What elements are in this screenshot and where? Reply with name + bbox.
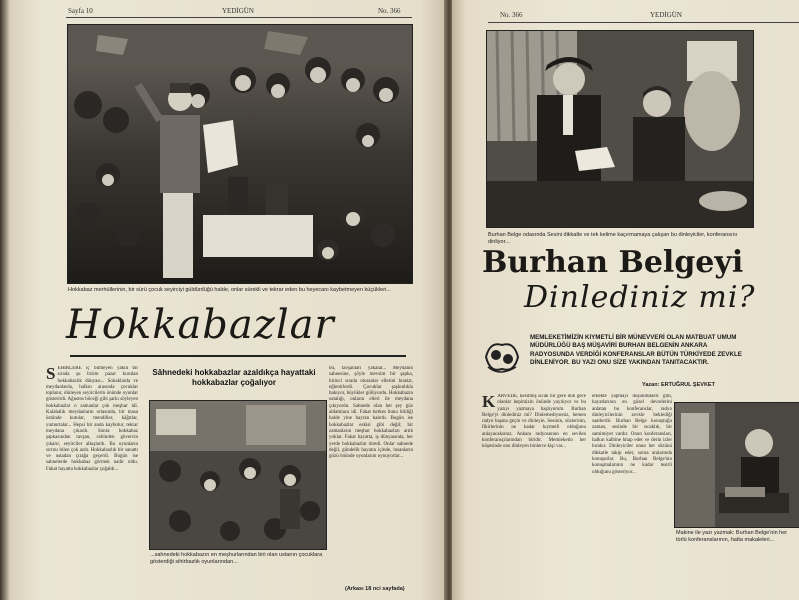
right-article-column-1	[482, 394, 586, 596]
right-article-column-2	[592, 394, 672, 596]
typewriter-photo	[674, 402, 799, 528]
magazine-name-right: YEDİGÜN	[650, 11, 682, 19]
page-number-left: Sayfa 10	[68, 7, 93, 15]
page-number-right: No. 366	[500, 11, 523, 19]
burhan-belge-studio-photo	[486, 30, 754, 228]
article-title-line-1: Burhan Belgeyi	[482, 245, 744, 280]
title-underline	[70, 355, 406, 357]
top-photo-caption: Hokkabaz merhüllerinin, bir sürü çocuk seyirciyi güldürdüğü halde, onlar sürekli ve tekrar eden bu heyecanı kaybetmeyen küçükleri...	[68, 287, 391, 293]
right-column-2-text: erkekte yapmayı düşündükleri gibi, hayatlarının en güzel devrelerini anlatan bu konferanslar, radyo dinleyicilerinin zevkle beklediği saatlerdir. Burhan Belge konuştuğu zaman, sesinde bir sıcaklık, bir samimiyet vardır. Onun konferansları, halkın kalbine hitap eder ve derin izler bırakır. Dinleyiciler onun her sözünü dikkatle takip eder, sonra aralarında konuşurlar. Bu, Burhan Belge'nin konuşmalarının ne kadar tesirli olduğunu gösteriyor...	[592, 394, 672, 475]
article-title-hokkabazlar: Hokkabazlar	[66, 302, 335, 348]
dropcap-s: S	[46, 366, 56, 383]
column-2-text: bu, tavşanları yakalar... Meydanın sahnesine, şöyle mevsim bir şapka, birinci sırada oturanlar ellerini bırakır, eğlenirlerdi. Çocuklar şaşkınlıkla bakıyor, büyükler gülüyordu. Hokkabazın ustalığı, onların elleri ile meydana çıkıyordu. Sahnede olan her şey göz aldatmaca idi. Fakat herkes bunu bildiği halde yine hayran kalırdı. Bugün ise hokkabazlar eskisi gibi değil; bir zamanların meşhur hokkabazları artık yoklar. Fakat hayatta, iş dünyasında, her yerde hokkabazlar türedi. Onlar sahnede değil, gündelik hayatın içinde, insanların gözü önünde oyunlarını oynuyorlar...	[329, 366, 413, 460]
article-subheading: Sâhnedeki hokkabazlar azaldıkça hayattaki hokkabazlar çoğalıyor	[152, 368, 316, 387]
stage-magician-photo	[149, 400, 327, 550]
magazine-name-left: YEDİGÜN	[222, 7, 254, 15]
inset-photo-caption: ...sahnedeki hokkabazın en meşhurlarından biri olan ustanın çocuklara gösterdiği sihirbazlık oyunlarından...	[150, 552, 323, 565]
right-page	[452, 0, 799, 600]
studio-photo-caption: Burhan Belge odasında Sesini dikkatle ve tek kelime kaçırmamaya çalışan bu dinleyiciler, konferansını dinliyor...	[488, 232, 738, 245]
continued-note: (Arkası 18 nci sayfada)	[345, 586, 405, 592]
article-lead: MEMLEKETİMİZİN KIYMETLİ BİR MÜNEVVERİ OLAN MATBUAT UMUM MÜDÜRLÜĞÜ BAŞ MÜŞAVİRİ BURHAN BELGENİN ANKARA RADYOSUNDA VERDİĞİ KONFERANSLAR BÜTÜN TÜRKİYEDE ZEVKLE DİNLENİYOR. BU YAZI ONU SİZE YAKINDAN TANITACAKTIR.	[530, 334, 742, 367]
header-rule-right	[488, 22, 799, 23]
article-byline: Yazan: ERTUĞRUL ŞEVKET	[642, 382, 715, 388]
issue-number-left: No. 366	[378, 7, 401, 15]
article-title-line-2: Dinlediniz mi?	[524, 280, 756, 315]
left-article-column-2	[329, 366, 413, 588]
dropcap-k: K	[482, 394, 496, 411]
typewriter-photo-caption: Makine ile yazı yazmak: Burhan Belge'nin her türlü konferanslarının, hatta makaleleri...	[676, 530, 788, 543]
header-rule-left	[66, 17, 412, 18]
magician-crowd-photo	[67, 24, 413, 284]
column-1-text: EHİRLERE iç bilmeyen yakın bir sırada şu bizim pazar kurulan hokkabazlık dünyası... Sokaklarda ve meydanlarda, halkın arasında çocuklar toplanır, dinleyen seyircilerin önünde oyunlar gösterirdi. Ağustos böceği gibi şarkı söyleyen hokkabazlar o zamanlar çok meşhur idi. Kalabalık meydanların ortasında, bir masa üstünde kutular, mendiller, kâğıtlar, yumurtalar... Hepsi bir anda kaybolur, tekrar meydana çıkardı. Sonra hokkabaz şapkasından tavşan, cebinden güvercin çıkarır, seyirciler alkışlardı. Bu oyunların sırrını bilen çok azdı. Hokkabazlık bir sanattı ve ustadan çırağa geçerdi. Bugün ise sahnelerde hokkabaz görmek nadir oldu. Fakat hayatta hokkabazlar çoğaldı...	[46, 366, 138, 472]
left-article-column-1	[46, 366, 138, 594]
ornament-logo-icon	[480, 337, 524, 377]
right-column-1-text: ARVEDE, kesilmiş sıcak bir gece dün gece olanlar hepimizin önünde yayılıyor ve bu yazıyı yazmaya başlıyorum. Burhan Belge'yi dinlediniz mi? Dinlemediyseniz, hemen radyo başına geçin ve dinleyin. Sesinin, sözlerinin, fikirlerinin ne kadar kıymetli olduğunu anlayacaksınız. Ankara radyosunun en sevilen konferansçılarından biridir. Memleketin her köşesinde onu dinleyen binlerce kişi var...	[482, 394, 586, 450]
